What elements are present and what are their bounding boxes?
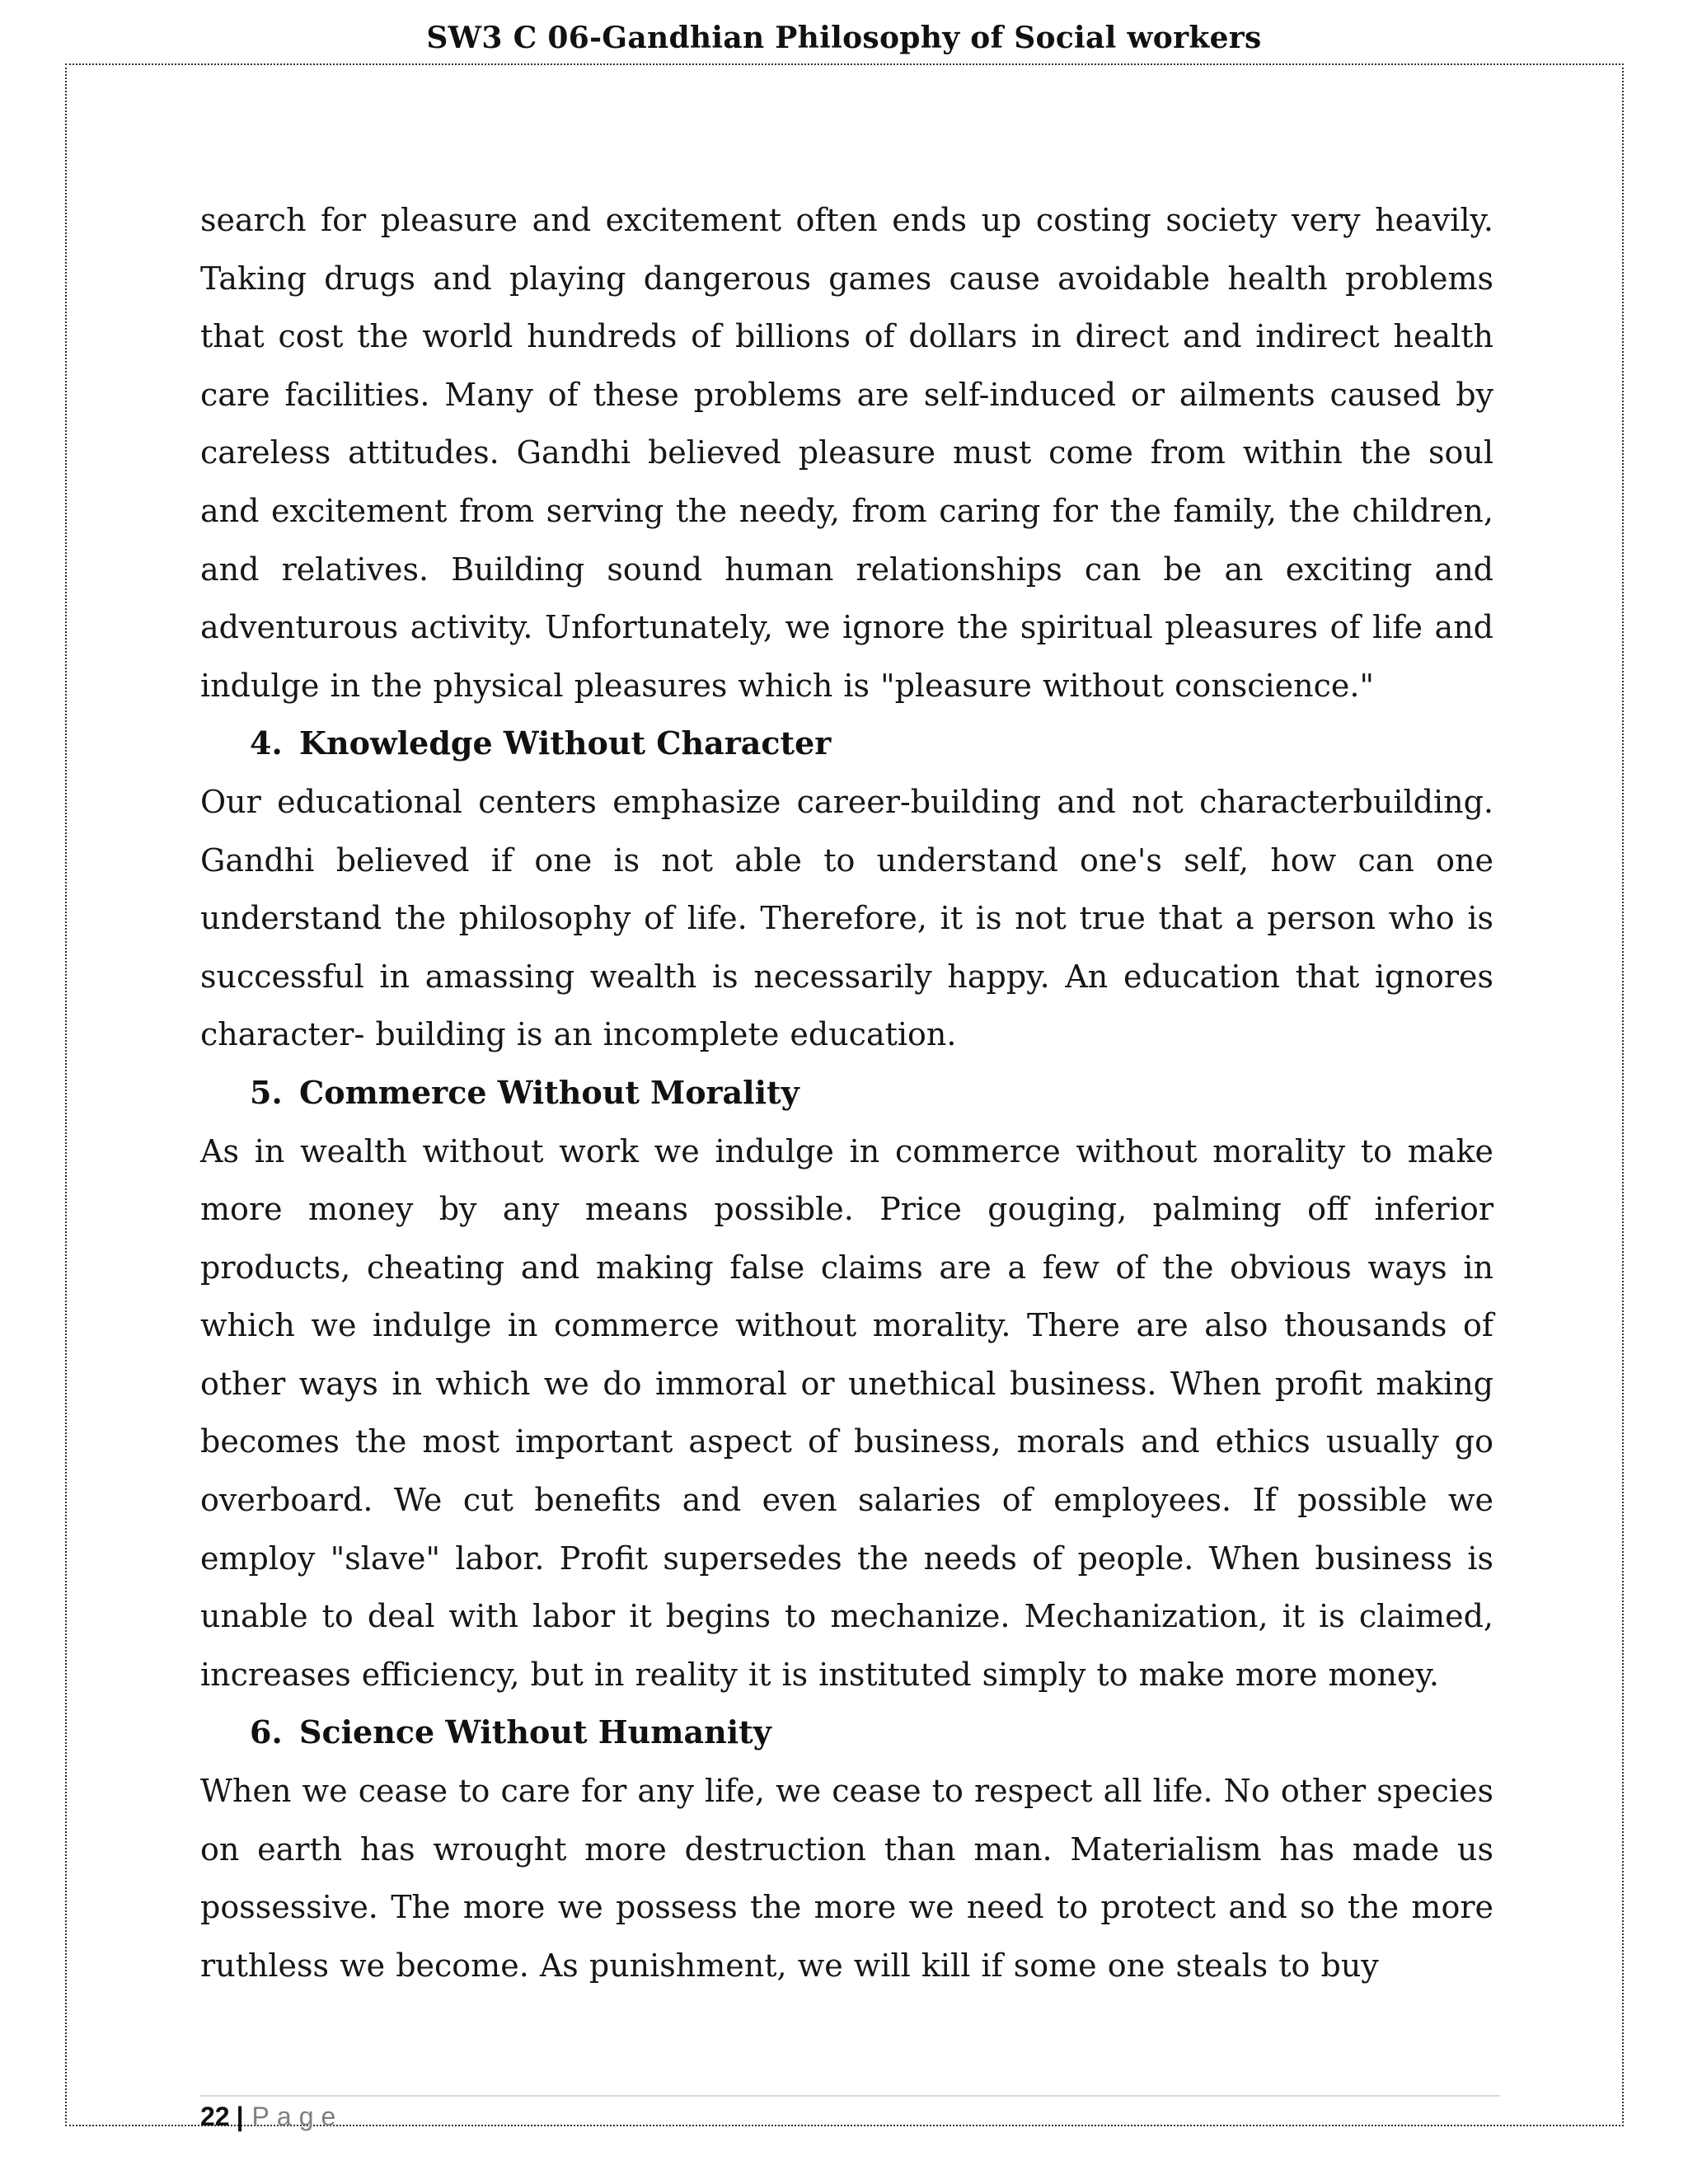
section-heading-text: Commerce Without Morality: [299, 1073, 799, 1111]
section-heading-text: Knowledge Without Character: [299, 724, 832, 762]
section-heading-commerce-without-morality: [200, 1064, 1493, 1122]
footer-separator: |: [236, 2102, 244, 2131]
section-paragraph-knowledge-without-character: Our educational centers emphasize career-building and not characterbuilding. Gandhi believed if one is not able to understand one's self, how can one understand the philosophy of life. Therefore, it is not true that a person who is successful in amassing wealth is necessarily happy. An education that ignores character- building is an incomplete education.: [200, 783, 1493, 1053]
page-header-title: SW3 C 06-Gandhian Philosophy of Social workers: [426, 21, 1262, 55]
intro-paragraph: search for pleasure and excitement often ends up costing society very heavily. Taking drugs and playing dangerous games cause avoidable health problems that cost the world hundreds of billions of dollars in direct and indirect health care facilities. Many of these problems are self-induced or ailments caused by careless attitudes. Gandhi believed pleasure must come from within the soul and excitement from serving the needy, from caring for the family, the children, and relatives. Building sound human relationships can be an exciting and adventurous activity. Unfortunately, we ignore the spiritual pleasures of life and indulge in the physical pleasures which is "pleasure without conscience.": [200, 202, 1493, 704]
page-label: Page: [251, 2102, 344, 2131]
section-paragraph-commerce-without-morality: As in wealth without work we indulge in commerce without morality to make more money by any means possible. Price gouging, palming off inferior products, cheating and making false claims are a few of the obvious ways in which we indulge in commerce without morality. There are also thousands of other ways in which we do immoral or unethical business. When profit making becomes the most important aspect of business, morals and ethics usually go overboard. We cut benefits and even salaries of employees. If possible we employ "slave" labor. Profit supersedes the needs of people. When business is unable to deal with labor it begins to mechanize. Mechanization, it is claimed, increases efficiency, but in reality it is instituted simply to make more money.: [200, 1132, 1493, 1693]
document-body: [200, 191, 1493, 1994]
section-number: 6.: [250, 1713, 283, 1751]
page-footer: [200, 2100, 343, 2133]
section-heading-knowledge-without-character: [200, 715, 1493, 773]
section-number: 4.: [250, 724, 283, 762]
section-heading-science-without-humanity: [200, 1704, 1493, 1762]
section-number: 5.: [250, 1073, 283, 1111]
page-number: 22: [200, 2102, 230, 2131]
section-paragraph-science-without-humanity: When we cease to care for any life, we cease to respect all life. No other species on earth has wrought more destruction than man. Materialism has made us possessive. The more we possess the more we need to protect and so the more ruthless we become. As punishment, we will kill if some one steals to buy: [200, 1773, 1493, 1984]
section-heading-text: Science Without Humanity: [299, 1713, 771, 1751]
footer-divider: [200, 2095, 1500, 2097]
